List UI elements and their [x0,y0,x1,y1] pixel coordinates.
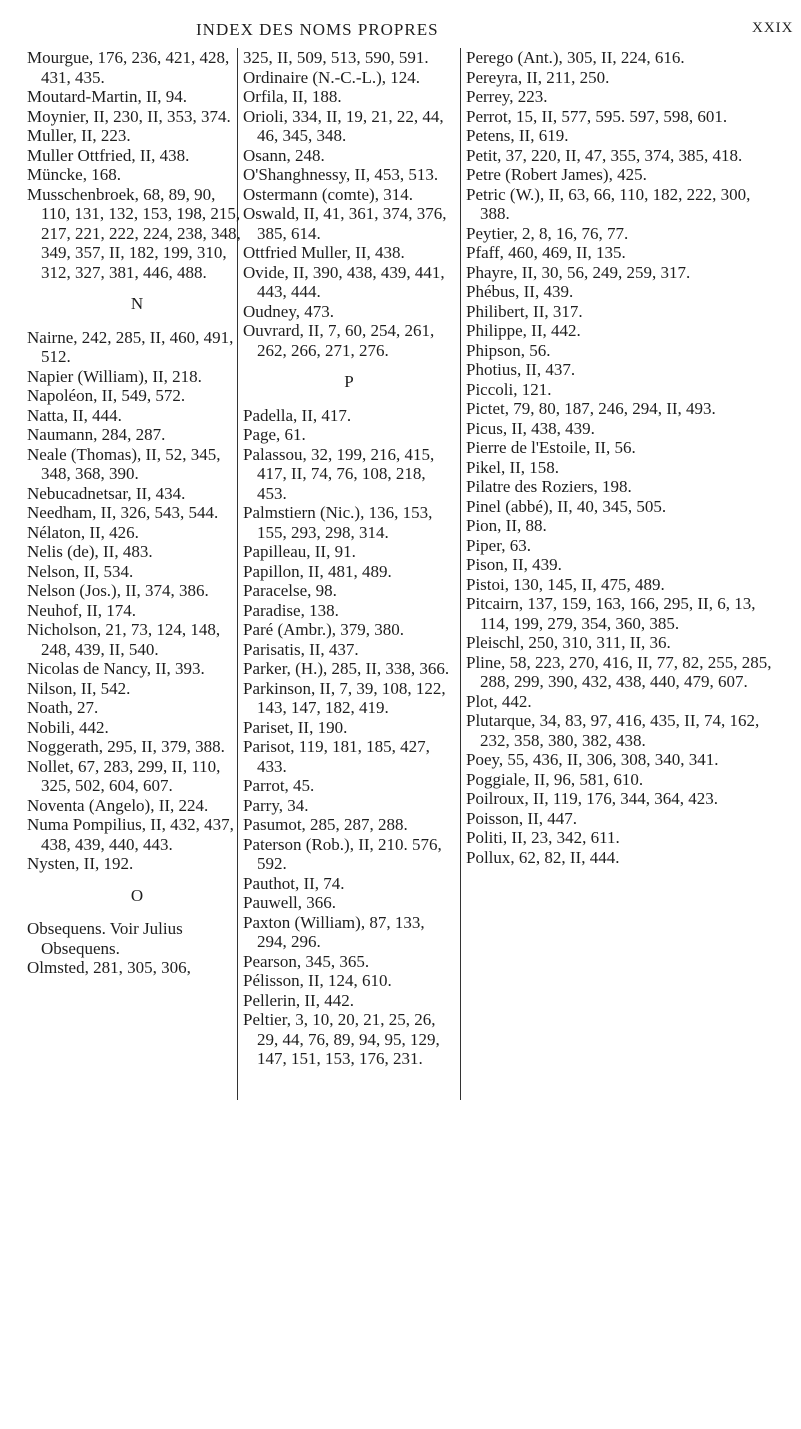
index-entry: Petre (Robert James), 425. [466,165,647,184]
index-entry: Pinel (abbé), II, 40, 345, 505. [466,496,667,516]
index-entry: Nelis (de), II, 483. [27,542,153,561]
index-entry: Musschenbroek, 68, 89, 90, 110, 131, 132, 153, 198, 215, 217, 221, 222, 224, 238, 348, 349, 357, II, 182, 199, 310, 312, 327, 381, 446, 488. [27,184,241,282]
index-entry: 325, II, 509, 513, 590, 591. [243,48,429,67]
index-entry: Pariset, II, 190. [243,717,348,737]
index-entry: Olmsted, 281, 305, 306, [27,958,191,977]
running-title: INDEX DES NOMS PROPRES [196,20,439,39]
index-entry: Moynier, II, 230, II, 353, 374. [27,106,231,126]
index-entry: Nobili, 442. [27,717,109,737]
index-entry: Piccoli, 121. [466,379,552,399]
column-divider-right [460,48,461,1100]
index-entry: Pikel, II, 158. [466,457,560,477]
index-entry: Peytier, 2, 8, 16, 76, 77. [466,223,629,243]
index-entry: Pison, II, 439. [466,555,562,574]
index-entry: Politi, II, 23, 342, 611. [466,828,620,847]
index-entry: Pierre de l'Estoile, II, 56. [466,438,636,457]
index-entry: Nelson, II, 534. [27,561,134,581]
index-entry: Palmstiern (Nic.), 136, 153, 155, 293, 298, 314. [243,503,433,542]
index-entry: Nollet, 67, 283, 299, II, 110, 325, 502, 604, 607. [27,756,221,795]
index-entry: Pfaff, 460, 469, II, 135. [466,243,626,262]
letter-heading-n: N [130,294,144,313]
index-entry: Noggerath, 295, II, 379, 388. [27,737,225,756]
index-entry: Pellerin, II, 442. [243,990,354,1010]
index-entry: Nysten, II, 192. [27,854,134,873]
index-entry: Paré (Ambr.), 379, 380. [243,620,405,639]
index-entry: Paradise, 138. [243,600,339,620]
index-entry: Poilroux, II, 119, 176, 344, 364, 423. [466,789,719,808]
index-entry: Pauthot, II, 74. [243,873,345,893]
index-entry: Pollux, 62, 82, II, 444. [466,847,620,867]
index-entry: Palassou, 32, 199, 216, 415, 417, II, 74, 76, 108, 218, 453. [243,444,435,503]
index-entry: Perrot, 15, II, 577, 595. 597, 598, 601. [466,106,728,126]
index-entry: Phébus, II, 439. [466,282,574,301]
index-entry: Parry, 34. [243,795,309,815]
letter-heading-p: P [344,372,354,391]
index-entry: Obsequens. Voir Julius Obsequens. [27,919,183,958]
index-entry: Photius, II, 437. [466,360,576,379]
index-entry: Papillon, II, 481, 489. [243,561,392,581]
index-entry: Ostermann (comte), 314. [243,184,413,204]
entries-m [27,48,247,282]
index-entry: Nairne, 242, 285, II, 460, 491, 512. [27,327,234,366]
index-entry: Poey, 55, 436, II, 306, 308, 340, 341. [466,750,719,769]
index-entry: Ottfried Muller, II, 438. [243,243,405,262]
index-entry: Orioli, 334, II, 19, 21, 22, 44, 46, 345, 348. [243,106,444,145]
index-entry: Müncke, 168. [27,165,121,184]
index-entry: Needham, II, 326, 543, 544. [27,503,219,522]
index-column-1 [27,48,247,978]
index-entry: Oswald, II, 41, 361, 374, 376, 385, 614. [243,204,447,243]
index-entry: Napier (William), II, 218. [27,366,202,386]
index-entry: Poisson, II, 447. [466,808,577,828]
page-number: XXIX [752,20,794,36]
letter-heading-o: O [130,885,144,905]
index-entry: Noath, 27. [27,698,99,717]
index-entry: Nebucadnetsar, II, 434. [27,483,186,503]
index-entry: Picus, II, 438, 439. [466,418,595,438]
index-entry: Moutard-Martin, II, 94. [27,87,188,106]
index-entry: Nicolas de Nancy, II, 393. [27,659,205,678]
index-entry: Ordinaire (N.-C.-L.), 124. [243,67,421,87]
index-entry: Peltier, 3, 10, 20, 21, 25, 26, 29, 44, 76, 89, 94, 95, 129, 147, 151, 153, 176, 231. [243,1010,440,1068]
index-entry: Ovide, II, 390, 438, 439, 441, 443, 444. [243,262,445,301]
index-entry: Pearson, 345, 365. [243,951,370,971]
index-entry: O'Shanghnessy, II, 453, 513. [243,165,439,184]
index-entry: Plutarque, 34, 83, 97, 416, 435, II, 74, 162, 232, 358, 380, 382, 438. [466,711,760,750]
index-entry: Pitcairn, 137, 159, 163, 166, 295, II, 6, 13, 114, 199, 279, 354, 360, 385. [466,594,756,633]
index-entry: Pasumot, 285, 287, 288. [243,815,408,834]
index-entry: Philibert, II, 317. [466,301,583,321]
index-entry: Pion, II, 88. [466,516,547,535]
index-entry: Page, 61. [243,425,306,444]
index-entry: Muller Ottfried, II, 438. [27,145,190,165]
index-entry: Parisot, 119, 181, 185, 427, 433. [243,737,430,776]
index-entry: Petric (W.), II, 63, 66, 110, 182, 222, 300, 388. [466,184,751,223]
index-entry: Neale (Thomas), II, 52, 345, 348, 368, 390. [27,444,221,483]
index-entry: Naumann, 284, 287. [27,425,166,444]
index-entry: Natta, II, 444. [27,405,122,425]
index-entry: Orfila, II, 188. [243,87,342,106]
index-entry: Numa Pompilius, II, 432, 437, 438, 439, 440, 443. [27,815,234,854]
index-entry: Oudney, 473. [243,301,334,321]
index-entry: Noventa (Angelo), II, 224. [27,795,209,815]
index-entry: Plot, 442. [466,691,532,711]
index-entry: Petit, 37, 220, II, 47, 355, 374, 385, 418. [466,145,743,165]
index-entry: Osann, 248. [243,145,325,165]
entries-o-cont [243,48,455,360]
index-entry: Piper, 63. [466,535,531,555]
index-entry: Perrey, 223. [466,87,548,106]
index-entry: Paracelse, 98. [243,581,337,600]
index-entry: Pistoi, 130, 145, II, 475, 489. [466,574,665,594]
index-entry: Muller, II, 223. [27,126,131,145]
index-entry: Pereyra, II, 211, 250. [466,67,610,87]
index-entry: Padella, II, 417. [243,405,352,425]
index-entry: Paxton (William), 87, 133, 294, 296. [243,912,425,951]
index-entry: Petens, II, 619. [466,126,569,145]
index-entry: Pélisson, II, 124, 610. [243,971,392,990]
index-entry: Ouvrard, II, 7, 60, 254, 261, 262, 266, 271, 276. [243,321,435,360]
index-entry: Pictet, 79, 80, 187, 246, 294, II, 493. [466,399,716,418]
index-entry: Poggiale, II, 96, 581, 610. [466,769,644,789]
index-entry: Neuhof, II, 174. [27,600,137,620]
index-entry: Nélaton, II, 426. [27,522,139,542]
entries-p-cont [466,48,780,867]
index-entry: Parkinson, II, 7, 39, 108, 122, 143, 147, 182, 419. [243,678,446,717]
index-entry: Pline, 58, 223, 270, 416, II, 77, 82, 255, 285, 288, 299, 390, 432, 438, 440, 479, 607. [466,652,772,691]
index-entry: Papilleau, II, 91. [243,542,356,561]
index-entry: Nelson (Jos.), II, 374, 386. [27,581,209,600]
index-entry: Pilatre des Roziers, 198. [466,477,632,496]
index-entry: Perego (Ant.), 305, II, 224, 616. [466,48,685,67]
entries-n [27,328,247,874]
index-entry: Phipson, 56. [466,340,551,360]
entries-o [27,919,247,978]
index-entry: Philippe, II, 442. [466,321,581,340]
index-entry: Paterson (Rob.), II, 210. 576, 592. [243,834,442,873]
index-entry: Pleischl, 250, 310, 311, II, 36. [466,633,671,652]
index-entry: Mourgue, 176, 236, 421, 428, 431, 435. [27,48,230,87]
index-entry: Napoléon, II, 549, 572. [27,386,186,405]
index-entry: Parisatis, II, 437. [243,639,359,659]
index-entry: Nicholson, 21, 73, 124, 148, 248, 439, II, 540. [27,620,221,659]
index-entry: Nilson, II, 542. [27,678,131,698]
index-entry: Pauwell, 366. [243,893,337,912]
index-entry: Parrot, 45. [243,776,315,795]
index-entry: Parker, (H.), 285, II, 338, 366. [243,659,450,678]
index-column-2 [243,48,459,1069]
index-entry: Phayre, II, 30, 56, 249, 259, 317. [466,262,691,282]
index-column-3 [466,48,780,867]
entries-p [243,406,455,1069]
